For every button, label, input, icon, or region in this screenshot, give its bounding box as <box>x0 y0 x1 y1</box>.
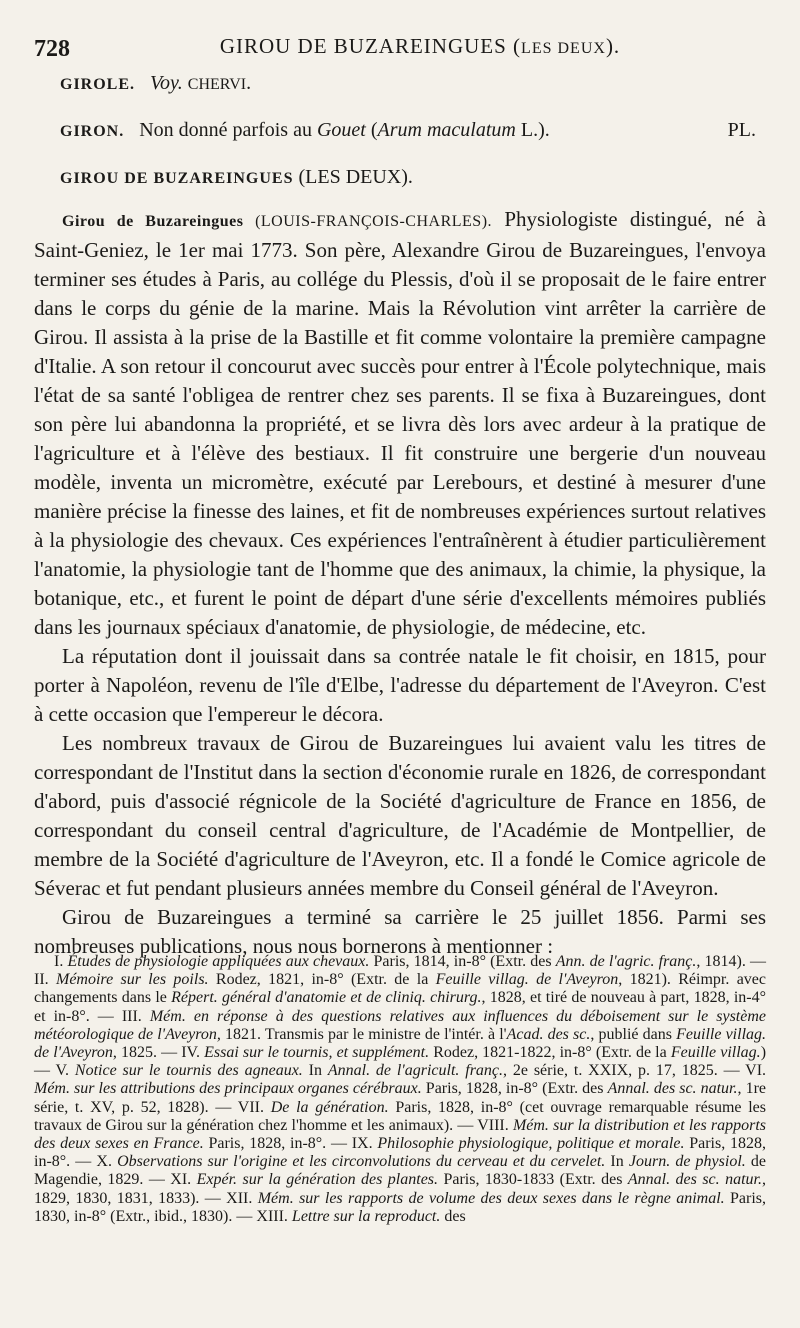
entry-head-girou: GIROU DE BUZAREINGUES <box>60 170 294 187</box>
running-head-title: GIROU DE BUZAREINGUES ( <box>219 34 522 58</box>
note-seg: , 1821). Réimpr. avec changements dans le <box>34 971 766 1007</box>
biography-text <box>34 205 766 961</box>
entry-giron-gouet: Gouet <box>316 119 366 141</box>
note-title: Notice sur le tournis des agneaux. <box>74 1062 303 1080</box>
paragraph-2: La réputation dont il jouissait dans sa contrée natale le fit choisir, en 1815, pour porter à Napoléon, revenu de l'île d'Elbe, l'adresse du département de l'Aveyron. C'est à cette occasion que l'empereur le décora. <box>34 644 766 726</box>
note-seg: Rodez, 1821-1822, in-8° (Extr. de la <box>429 1044 671 1062</box>
note-seg: , publié dans <box>590 1025 677 1043</box>
lead-given-names: (LOUIS-FRANÇOIS-CHARLES). <box>243 213 493 230</box>
note-seg: I. <box>54 953 68 970</box>
entry-giron-abbr: PL. <box>727 119 756 141</box>
entry-girole-ref: CHERVI <box>187 76 247 93</box>
note-title: Mém. sur les attributions des principaux organes cérébraux. <box>34 1080 422 1098</box>
note-seg: Paris, 1830-1833 (Extr. des <box>438 1171 628 1189</box>
bibliography-paragraph <box>34 953 766 1226</box>
paragraph-1-text: Physiologiste distingué, né à Saint-Geniez, le 1er mai 1773. Son père, Alexandre Girou de Buzareingues, l'envoya terminer ses études à Paris, au collége du Plessis, d'où il se proposait de le faire entrer dans le corps du génie de la marine. Mais la Révolution vint arrêter la carrière de Girou. Il assista à la prise de la Bastille et fit comme volontaire la première campagne d'Italie. A son retour il concourut avec succès pour entrer à l'École polytechnique, mais l'état de sa santé l'obligea de rentrer chez ses parents. Il se fixa à Buzareingues, dont son père lui abandonna la propriété, et se livra dès lors avec ardeur à la pratique de l'agriculture et à l'élève des bestiaux. Il fit construire une bergerie d'un nouveau modèle, inventa un micromètre, exécuté par Lerebours, et destiné à mesurer d'une manière précise la finesse des laines, et fit de nombreuses expériences surtout relatives à la physiologie des chevaux. Ces expériences l'entraînèrent à étudier particulièrement l'anatomie, la physiologie tant de l'homme que des animaux, la chimie, la physique, la botanique, etc., et furent le point de départ d'une série d'excellents mémoires publiés dans les journaux spéciaux d'anatomie, de physiologie, de médecine, etc. <box>34 207 767 639</box>
note-title: Mém. sur les rapports de volume des deux sexes dans le règne animal. <box>257 1189 725 1207</box>
note-seg: de Magendie, 1829. — XI. <box>34 1153 767 1189</box>
note-seg: , 1814). — II. <box>34 953 767 989</box>
note-seg: , 1re série, t. XV, p. 52, 1828). — VII. <box>34 1080 766 1116</box>
entry-giron-text: Non donné parfois au <box>139 119 317 141</box>
note-seg: In <box>605 1153 629 1171</box>
note-title: Feuille villag. de l'Aveyron <box>435 971 619 989</box>
note-title: Mém. sur la distribution et les rapports des deux sexes en France. <box>34 1116 766 1153</box>
note-seg: Paris, 1828, in-8° (cet ouvrage remarquable résume les travaux de Girou sur la génération chez l'homme et les animaux). — VIII. <box>34 1098 767 1134</box>
note-seg: Paris, 1828, in-8° (Extr. des <box>421 1080 608 1098</box>
note-seg: Paris, 1830, in-8° (Extr., ibid., 1830). — XIII. <box>34 1189 767 1225</box>
note-seg: Paris, 1814, in-8° (Extr. des <box>369 953 556 970</box>
note-seg: Paris, 1828, in-8°. — IX. <box>203 1135 378 1153</box>
note-seg: ) — V. <box>34 1044 767 1080</box>
paragraph-1 <box>34 205 766 642</box>
entry-girou <box>60 166 770 189</box>
note-seg: , 2e série, t. XXIX, p. 17, 1825. — VI. <box>503 1062 767 1080</box>
note-title: Observations sur l'origine et les circonvolutions du cerveau et du cervelet. <box>117 1153 606 1171</box>
entry-giron-paren: ( <box>365 119 378 141</box>
entry-girole-voy: Voy. <box>150 72 183 94</box>
note-seg: 1821. Transmis par le ministre de l'intér. à l' <box>220 1025 507 1043</box>
note-title: Feuille villag. <box>670 1044 761 1062</box>
note-seg: , 1829, 1830, 1831, 1833). — XII. <box>34 1171 766 1207</box>
note-title: Annal. des sc. natur. <box>627 1171 762 1189</box>
lead-name: Girou de Buzareingues <box>62 213 244 230</box>
entry-girole-end: . <box>246 72 252 94</box>
entry-head-girole: GIROLE. <box>60 76 136 93</box>
entry-head-giron: GIRON. <box>60 123 125 140</box>
note-title: Expér. sur la génération des plantes. <box>196 1171 439 1189</box>
entry-giron <box>60 119 770 142</box>
paragraph-4: Girou de Buzareingues a terminé sa carrière le 25 juillet 1856. Parmi ses nombreuses publications, nous nous bornerons à mentionner : <box>34 905 766 958</box>
running-head-end: ). <box>605 34 621 58</box>
note-seg: Rodez, 1821, in-8° (Extr. de la <box>208 971 436 989</box>
note-title: Mémoire sur les poils. <box>56 971 209 989</box>
note-title: Études de physiologie appliquées aux chevaux. <box>67 953 370 970</box>
note-title: Lettre sur la reproduct. <box>291 1207 441 1225</box>
note-title: Répert. général d'anatomie et de cliniq. chirurg. <box>171 989 482 1007</box>
note-title: Feuille villag. de l'Aveyron <box>34 1025 767 1062</box>
running-head-subtitle: LES DEUX <box>521 40 606 57</box>
running-head <box>0 34 800 59</box>
note-title: Annal. de l'agricult. franç. <box>327 1062 504 1080</box>
note-title: Ann. de l'agric. franç. <box>555 953 697 970</box>
note-title: Essai sur le tournis, et supplément. <box>204 1044 430 1062</box>
note-seg: , 1828, et tiré de nouveau à part, 1828, in-4° et in-8°. — III. <box>34 989 767 1025</box>
note-seg: des <box>440 1207 466 1225</box>
entry-giron-latin: Arum maculatum <box>377 119 516 141</box>
note-title: Acad. des sc. <box>506 1025 591 1043</box>
note-seg: In <box>302 1062 328 1080</box>
paragraph-3: Les nombreux travaux de Girou de Buzareingues lui avaient valu les titres de correspondant de l'Institut dans la section d'économie rurale en 1826, de correspondant d'abord, puis d'associé régnicole de la Société d'agriculture de France en 1856, de correspondant du conseil central d'agriculture, de l'Académie de Montpellier, de membre de la Société d'agriculture de l'Aveyron, etc. Il a fondé le Comice agricole de Séverac et fut pendant plusieurs années membre du Conseil général de l'Aveyron. <box>34 731 766 900</box>
note-title: Journ. de physiol. <box>628 1153 746 1171</box>
note-title: De la génération. <box>270 1098 389 1116</box>
entry-girou-text: (LES DEUX). <box>293 166 413 188</box>
page-number: 728 <box>34 36 70 62</box>
entry-girole <box>60 72 770 95</box>
note-seg: Paris, 1828, in-8°. — X. <box>34 1135 766 1171</box>
note-title: Annal. des sc. natur. <box>607 1080 738 1098</box>
note-title: Mém. en réponse à des questions relatives aux influences du déboisement sur le système météorologique de l'Aveyron, <box>34 1007 767 1043</box>
note-title: Philosophie physiologique, politique et morale. <box>377 1135 685 1153</box>
entry-giron-end: L.). <box>515 119 550 141</box>
bibliography-notes <box>34 953 766 1226</box>
note-seg: , 1825. — IV. <box>112 1044 205 1062</box>
